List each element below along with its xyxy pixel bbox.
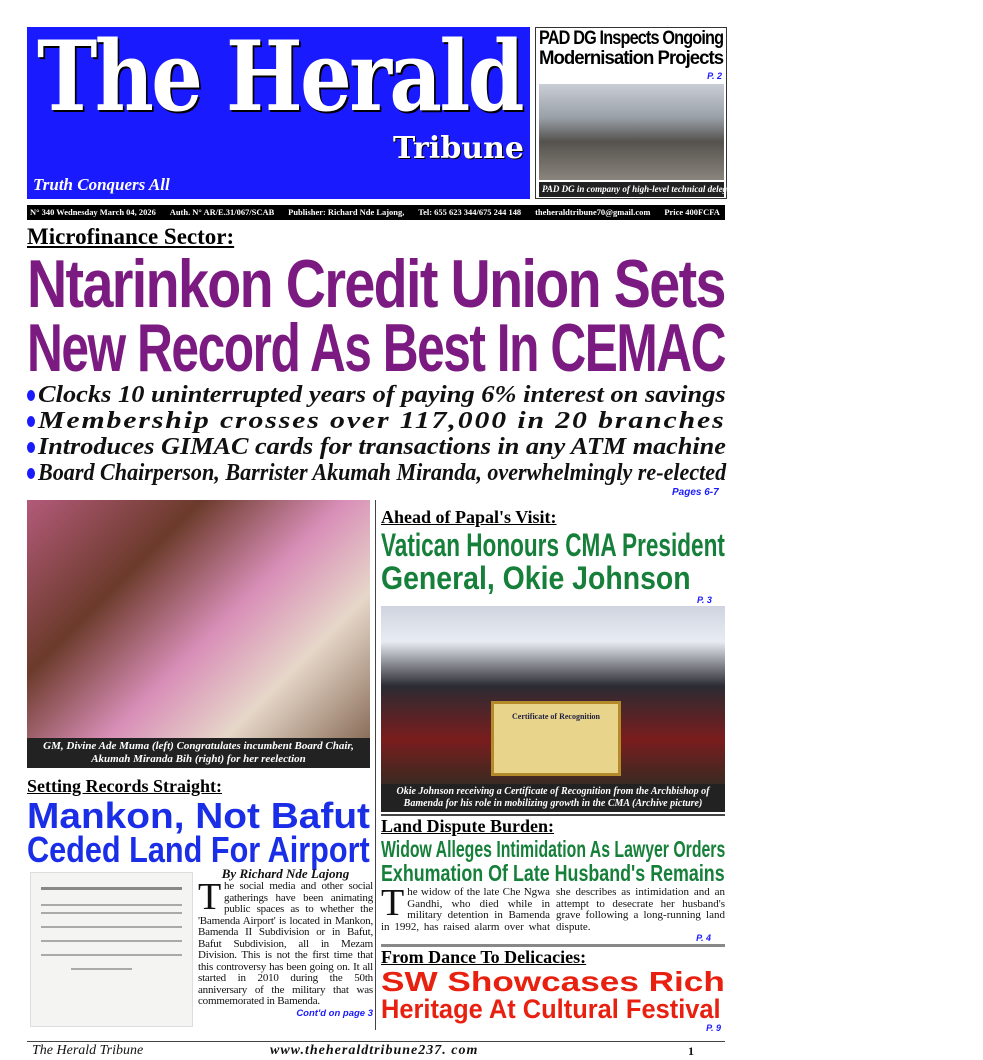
- land-body: [381, 882, 725, 933]
- publisher: Publisher: Richard Nde Lajong,: [288, 207, 405, 217]
- bullet-dot-icon: [27, 442, 35, 453]
- culture-headline[interactable]: [381, 968, 725, 1023]
- airport-headline[interactable]: [27, 795, 430, 870]
- bullet-text: Membership crosses over 117,000 in 20 branches: [38, 408, 726, 434]
- culture-headline-line2: Heritage At Cultural Festival: [381, 994, 721, 1024]
- teaser-page-ref: P. 2: [707, 71, 722, 81]
- masthead-title-wrap: [37, 20, 611, 133]
- teaser-headline-line2: Modernisation Projects: [539, 48, 724, 69]
- teaser-caption: PAD DG in company of high-level technical delegation: [539, 182, 724, 197]
- vatican-headline-line2: General, Okie Johnson: [381, 560, 691, 596]
- info-bar: [27, 205, 725, 220]
- page-number: 1: [688, 1044, 694, 1058]
- airport-headline-line2: Ceded Land For Airport: [27, 829, 370, 870]
- airport-body-text: he social media and other social gatherings have been animating public spaces as to whether the 'Bamenda Airport' is located in Mankon, Bamenda II Subdivision or in Bafut, Bafut Subdivision, all in Mezam Division. This is not the first time that this controversy has been going on. It all started in 2010 during the 50th anniversary of the military that was commemorated in Bamenda.: [198, 880, 373, 1007]
- land-headline[interactable]: [381, 837, 725, 885]
- footer-website[interactable]: www.theheraldtribune237. com: [270, 1043, 479, 1058]
- motto: Truth Conquers All: [33, 175, 170, 194]
- lead-kicker: Microfinance Sector:: [27, 224, 235, 249]
- teaser-headline-line1: PAD DG Inspects Ongoing: [539, 28, 724, 49]
- teaser-photo: [539, 84, 724, 180]
- vatican-headline-line1: Vatican Honours CMA President: [381, 527, 725, 563]
- land-body-text: he widow of the late Che Ngwa Gandhi, who died while in military detention in Bamenda in 1992, has raised alarm over what she describes as intimidation and an attempt to desecrate her husband's grave following a long-running land dispute.: [381, 886, 725, 933]
- lead-headline-line1: Ntarinkon Credit Union Sets: [27, 246, 725, 322]
- vatican-headline[interactable]: [381, 529, 869, 595]
- airport-headline-line1: Mankon, Not Bafut: [27, 795, 370, 836]
- bullet-text: Board Chairperson, Barrister Akumah Miranda, overwhelmingly re-elected: [38, 460, 727, 486]
- teaser-headline: [539, 29, 754, 69]
- column-divider: [375, 500, 376, 1030]
- land-kicker: Land Dispute Burden:: [381, 816, 555, 836]
- bullet-item: [27, 460, 727, 486]
- culture-page-ref: P. 9: [706, 1023, 721, 1033]
- lead-photo-caption: GM, Divine Ade Muma (left) Congratulates incumbent Board Chair, Akumah Miranda Bih (right) for her reelection: [27, 738, 370, 768]
- vatican-page-ref: P. 3: [697, 595, 712, 605]
- bullet-dot-icon: [27, 390, 35, 401]
- vatican-photo: [381, 606, 725, 784]
- lead-headline[interactable]: [27, 246, 983, 386]
- teaser-box[interactable]: [535, 27, 747, 199]
- info-bar-content: [30, 205, 720, 220]
- airport-article: [198, 867, 373, 1019]
- footer-paper-name: The Herald Tribune: [32, 1043, 144, 1058]
- lead-photo: [27, 500, 370, 738]
- bullet-dot-icon: [27, 468, 35, 479]
- lead-headline-line2: New Record As Best In CEMAC: [27, 310, 726, 386]
- airport-continued-link[interactable]: Cont'd on page 3: [296, 1007, 373, 1019]
- bullet-text: Introduces GIMAC cards for transactions in any ATM machine: [38, 434, 726, 460]
- culture-kicker: From Dance To Delicacies:: [381, 947, 587, 967]
- masthead-title: The Herald: [37, 20, 522, 133]
- lead-bullets: [27, 382, 727, 486]
- dropcap: T: [381, 882, 405, 924]
- airport-byline: By Richard Nde Lajong: [221, 866, 350, 881]
- vatican-photo-caption: Okie Johnson receiving a Certificate of Recognition from the Archbishop of Bamenda for his role in mobilizing growth in the CMA (Archive picture): [381, 784, 725, 812]
- right-lower-column: [381, 784, 725, 1033]
- bullet-item: [27, 434, 727, 460]
- decree-document-image: [30, 872, 193, 1027]
- masthead-subtitle: Tribune: [392, 131, 524, 166]
- telephone: Tel: 655 623 344/675 244 148: [418, 207, 522, 217]
- bullet-dot-icon: [27, 416, 35, 427]
- bullet-text: Clocks 10 uninterrupted years of paying 6% interest on savings: [38, 382, 726, 408]
- dropcap: T: [198, 876, 222, 918]
- vatican-kicker: Ahead of Papal's Visit:: [381, 507, 557, 527]
- price: Price 400FCFA: [664, 207, 720, 217]
- lead-page-ref: Pages 6-7: [672, 487, 719, 498]
- certificate: Certificate of Recognition: [491, 701, 621, 776]
- masthead: [27, 20, 530, 199]
- land-headline-line2: Exhumation Of Late Husband's Remains: [381, 860, 725, 886]
- email: theheraldtribune70@gmail.com: [535, 207, 651, 217]
- airport-kicker: Setting Records Straight:: [27, 776, 222, 796]
- issue-date: N° 340 Wednesday March 04, 2026: [30, 207, 156, 217]
- land-headline-line1: Widow Alleges Intimidation As Lawyer Orders: [381, 836, 726, 862]
- bullet-item: [27, 382, 727, 408]
- airport-body: [198, 876, 373, 1008]
- authorization: Auth. N° AR/E.31/067/SCAB: [169, 207, 275, 217]
- bullet-item: [27, 408, 727, 434]
- footer-rule: [27, 1041, 725, 1042]
- culture-headline-line1: SW Showcases Rich: [381, 966, 725, 997]
- land-page-ref: P. 4: [696, 933, 711, 943]
